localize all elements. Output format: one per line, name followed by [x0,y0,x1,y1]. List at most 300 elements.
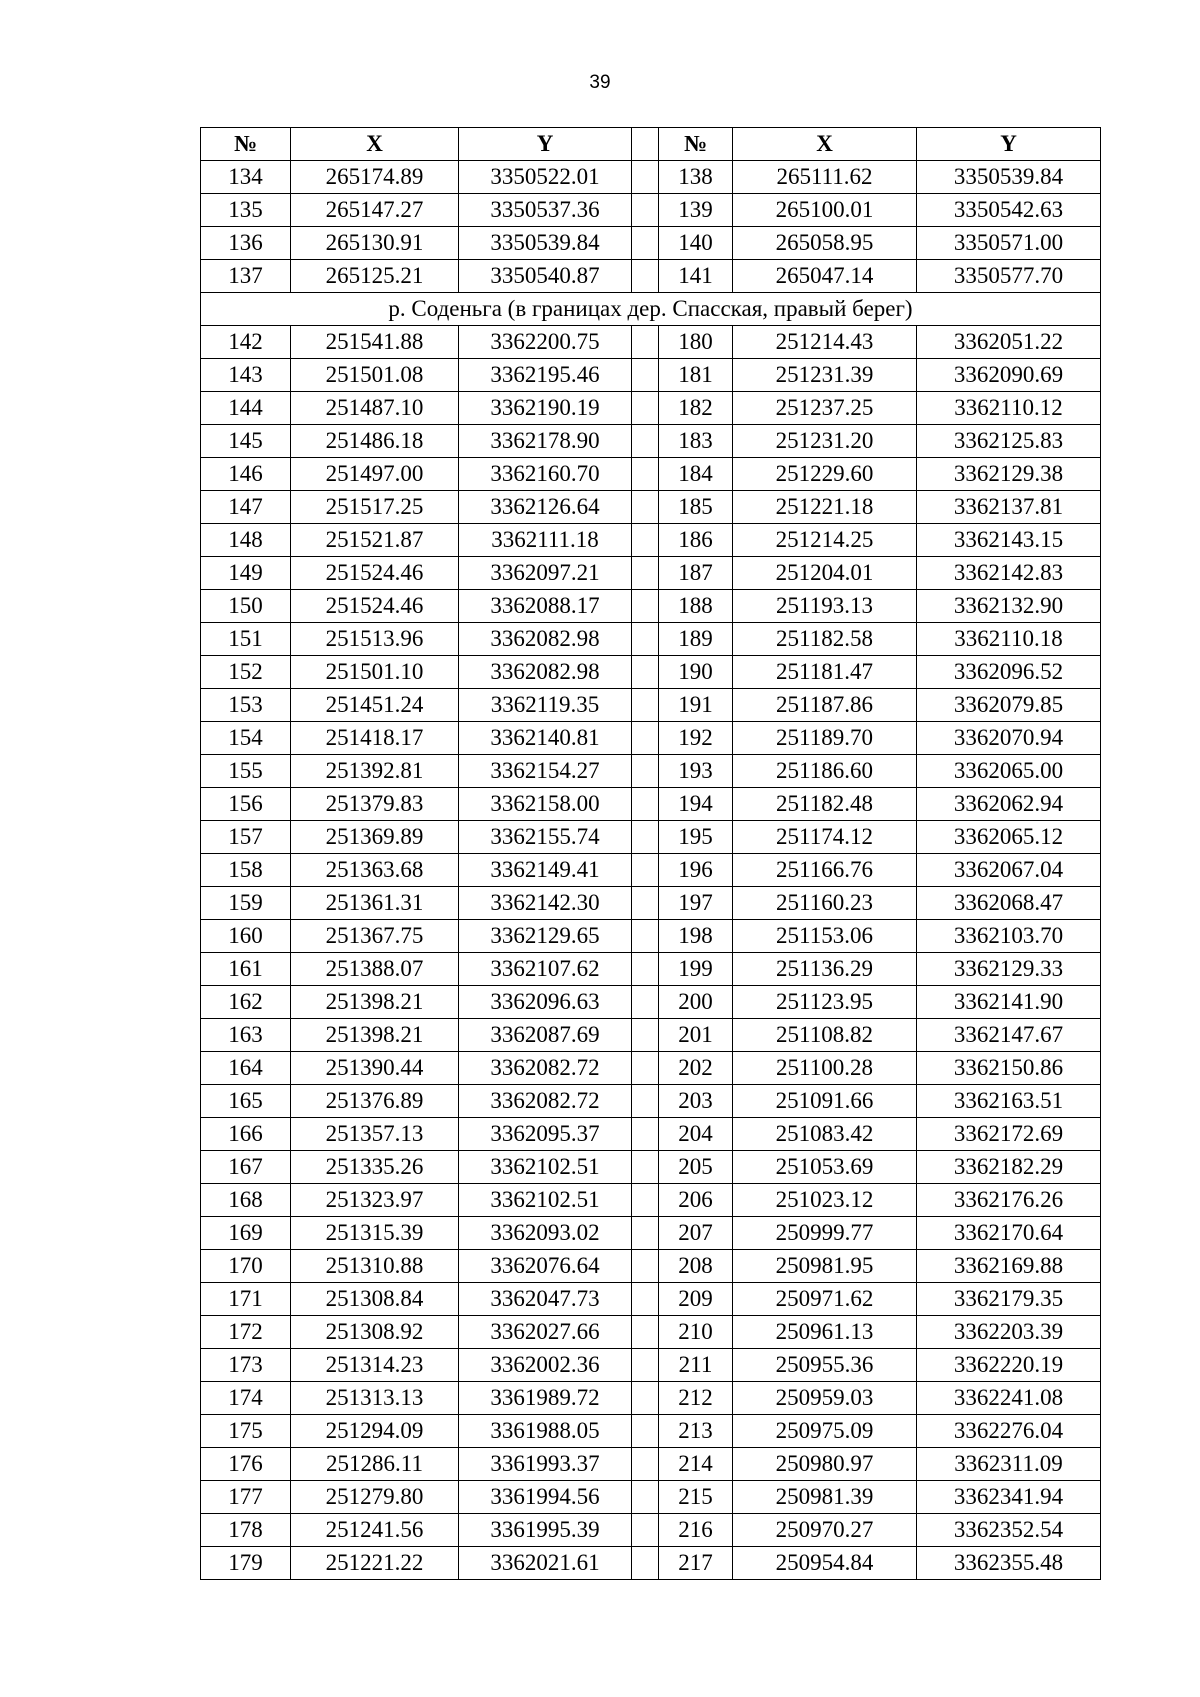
spacer-cell [632,722,659,755]
cell-number: 200 [659,986,733,1019]
spacer-cell [632,755,659,788]
table-row [201,1382,1101,1415]
cell-x: 265174.89 [291,161,459,194]
cell-number: 208 [659,1250,733,1283]
cell-y: 3362163.51 [917,1085,1101,1118]
spacer-cell [632,953,659,986]
spacer-cell [632,1250,659,1283]
cell-y: 3362129.38 [917,458,1101,491]
cell-number: 147 [201,491,291,524]
cell-x: 251501.10 [291,656,459,689]
cell-y: 3362125.83 [917,425,1101,458]
cell-number: 154 [201,722,291,755]
cell-y: 3362065.12 [917,821,1101,854]
cell-x: 251136.29 [733,953,917,986]
cell-number: 173 [201,1349,291,1382]
spacer-cell [632,689,659,722]
cell-y: 3362102.51 [459,1151,632,1184]
cell-y: 3362126.64 [459,491,632,524]
table-row [201,227,1101,260]
cell-x: 251390.44 [291,1052,459,1085]
cell-y: 3362068.47 [917,887,1101,920]
spacer-cell [632,1217,659,1250]
cell-y: 3362082.72 [459,1085,632,1118]
cell-y: 3350577.70 [917,260,1101,293]
cell-y: 3362082.98 [459,656,632,689]
cell-y: 3362179.35 [917,1283,1101,1316]
cell-x: 251323.97 [291,1184,459,1217]
cell-number: 217 [659,1547,733,1580]
table-row [201,557,1101,590]
table-row [201,326,1101,359]
cell-y: 3362070.94 [917,722,1101,755]
cell-number: 198 [659,920,733,953]
cell-number: 210 [659,1316,733,1349]
cell-x: 251294.09 [291,1415,459,1448]
table-row [201,1349,1101,1382]
table-row [201,1019,1101,1052]
spacer-cell [632,1316,659,1349]
cell-x: 250970.27 [733,1514,917,1547]
cell-x: 251237.25 [733,392,917,425]
cell-number: 195 [659,821,733,854]
cell-y: 3350539.84 [917,161,1101,194]
cell-number: 182 [659,392,733,425]
cell-number: 194 [659,788,733,821]
cell-y: 3362142.83 [917,557,1101,590]
cell-number: 138 [659,161,733,194]
cell-x: 251286.11 [291,1448,459,1481]
cell-y: 3362178.90 [459,425,632,458]
cell-number: 171 [201,1283,291,1316]
cell-x: 265047.14 [733,260,917,293]
table-row [201,755,1101,788]
cell-y: 3362169.88 [917,1250,1101,1283]
table-row [201,887,1101,920]
cell-number: 191 [659,689,733,722]
cell-y: 3362170.64 [917,1217,1101,1250]
cell-number: 201 [659,1019,733,1052]
cell-x: 251231.39 [733,359,917,392]
cell-x: 251398.21 [291,986,459,1019]
cell-y: 3362341.94 [917,1481,1101,1514]
cell-number: 145 [201,425,291,458]
cell-y: 3362110.18 [917,623,1101,656]
cell-number: 176 [201,1448,291,1481]
cell-y: 3362093.02 [459,1217,632,1250]
cell-number: 205 [659,1151,733,1184]
cell-y: 3362149.41 [459,854,632,887]
table-row [201,1448,1101,1481]
cell-y: 3350542.63 [917,194,1101,227]
cell-x: 251367.75 [291,920,459,953]
cell-x: 265125.21 [291,260,459,293]
spacer-cell [632,458,659,491]
cell-y: 3362067.04 [917,854,1101,887]
cell-x: 251418.17 [291,722,459,755]
cell-number: 153 [201,689,291,722]
cell-number: 215 [659,1481,733,1514]
cell-number: 207 [659,1217,733,1250]
cell-number: 203 [659,1085,733,1118]
table-row [201,689,1101,722]
cell-number: 181 [659,359,733,392]
cell-x: 251174.12 [733,821,917,854]
cell-x: 250961.13 [733,1316,917,1349]
cell-number: 193 [659,755,733,788]
cell-number: 134 [201,161,291,194]
cell-x: 251308.92 [291,1316,459,1349]
cell-y: 3362200.75 [459,326,632,359]
cell-number: 160 [201,920,291,953]
spacer-cell [632,128,659,161]
cell-number: 187 [659,557,733,590]
cell-y: 3362137.81 [917,491,1101,524]
spacer-cell [632,1415,659,1448]
cell-y: 3362154.27 [459,755,632,788]
cell-x: 265100.01 [733,194,917,227]
cell-y: 3362021.61 [459,1547,632,1580]
spacer-cell [632,161,659,194]
cell-x: 251100.28 [733,1052,917,1085]
cell-x: 251053.69 [733,1151,917,1184]
cell-x: 251398.21 [291,1019,459,1052]
cell-x: 265130.91 [291,227,459,260]
cell-y: 3362076.64 [459,1250,632,1283]
cell-number: 142 [201,326,291,359]
cell-x: 251186.60 [733,755,917,788]
cell-y: 3362027.66 [459,1316,632,1349]
cell-y: 3362141.90 [917,986,1101,1019]
cell-x: 251193.13 [733,590,917,623]
table-row [201,458,1101,491]
cell-number: 146 [201,458,291,491]
table-row [201,953,1101,986]
table-row [201,161,1101,194]
cell-x: 265147.27 [291,194,459,227]
cell-x: 251214.43 [733,326,917,359]
spacer-cell [632,623,659,656]
table-row [201,1415,1101,1448]
spacer-cell [632,227,659,260]
cell-y: 3362172.69 [917,1118,1101,1151]
cell-y: 3362195.46 [459,359,632,392]
coordinates-table [200,127,1101,1580]
cell-number: 177 [201,1481,291,1514]
table-row [201,1250,1101,1283]
cell-x: 251541.88 [291,326,459,359]
cell-x: 251308.84 [291,1283,459,1316]
table-row [201,722,1101,755]
cell-x: 251189.70 [733,722,917,755]
cell-x: 250971.62 [733,1283,917,1316]
cell-x: 250980.97 [733,1448,917,1481]
cell-x: 265111.62 [733,161,917,194]
cell-y: 3362203.39 [917,1316,1101,1349]
spacer-cell [632,260,659,293]
cell-y: 3362088.17 [459,590,632,623]
table-row [201,821,1101,854]
cell-x: 251310.88 [291,1250,459,1283]
spacer-cell [632,1151,659,1184]
cell-x: 251363.68 [291,854,459,887]
cell-x: 251181.47 [733,656,917,689]
table-row [201,194,1101,227]
cell-y: 3362051.22 [917,326,1101,359]
spacer-cell [632,821,659,854]
table-row [201,1217,1101,1250]
table-row [201,392,1101,425]
cell-y: 3362110.12 [917,392,1101,425]
cell-x: 251187.86 [733,689,917,722]
cell-number: 135 [201,194,291,227]
table-row [201,1316,1101,1349]
spacer-cell [632,1283,659,1316]
cell-x: 251083.42 [733,1118,917,1151]
header-x: X [733,128,917,161]
spacer-cell [632,656,659,689]
section-body [201,293,1101,326]
cell-y: 3362107.62 [459,953,632,986]
cell-y: 3361993.37 [459,1448,632,1481]
spacer-cell [632,788,659,821]
cell-x: 251517.25 [291,491,459,524]
cell-y: 3362276.04 [917,1415,1101,1448]
cell-number: 170 [201,1250,291,1283]
cell-number: 180 [659,326,733,359]
cell-number: 149 [201,557,291,590]
cell-y: 3362352.54 [917,1514,1101,1547]
spacer-cell [632,326,659,359]
cell-number: 188 [659,590,733,623]
spacer-cell [632,1349,659,1382]
header-x: X [291,128,459,161]
section-title: р. Соденьга (в границах дер. Спасская, правый берег) [201,293,1101,326]
cell-x: 251524.46 [291,557,459,590]
cell-number: 144 [201,392,291,425]
cell-x: 251379.83 [291,788,459,821]
table-row [201,920,1101,953]
cell-x: 251182.58 [733,623,917,656]
page-number: 39 [589,72,611,93]
table-body-main [201,326,1101,1580]
cell-x: 265058.95 [733,227,917,260]
cell-number: 136 [201,227,291,260]
cell-number: 141 [659,260,733,293]
cell-number: 137 [201,260,291,293]
table-row [201,425,1101,458]
cell-number: 159 [201,887,291,920]
cell-y: 3362158.00 [459,788,632,821]
cell-y: 3362090.69 [917,359,1101,392]
cell-x: 251166.76 [733,854,917,887]
cell-y: 3362132.90 [917,590,1101,623]
cell-number: 178 [201,1514,291,1547]
cell-x: 251214.25 [733,524,917,557]
header-y: Y [459,128,632,161]
cell-x: 251357.13 [291,1118,459,1151]
spacer-cell [632,1118,659,1151]
cell-x: 251392.81 [291,755,459,788]
cell-x: 251315.39 [291,1217,459,1250]
cell-x: 251313.13 [291,1382,459,1415]
spacer-cell [632,392,659,425]
cell-x: 251108.82 [733,1019,917,1052]
spacer-cell [632,1382,659,1415]
table-row [201,986,1101,1019]
cell-x: 251182.48 [733,788,917,821]
table-row [201,491,1101,524]
cell-y: 3350537.36 [459,194,632,227]
cell-number: 196 [659,854,733,887]
cell-y: 3361988.05 [459,1415,632,1448]
cell-y: 3350540.87 [459,260,632,293]
cell-number: 163 [201,1019,291,1052]
cell-x: 251221.22 [291,1547,459,1580]
cell-y: 3362311.09 [917,1448,1101,1481]
table-row [201,1547,1101,1580]
cell-y: 3362097.21 [459,557,632,590]
cell-x: 251123.95 [733,986,917,1019]
table-body-top [201,161,1101,293]
cell-y: 3362142.30 [459,887,632,920]
header-number: № [659,128,733,161]
cell-number: 150 [201,590,291,623]
cell-y: 3362140.81 [459,722,632,755]
cell-y: 3362190.19 [459,392,632,425]
cell-number: 161 [201,953,291,986]
cell-x: 251388.07 [291,953,459,986]
cell-y: 3362176.26 [917,1184,1101,1217]
cell-y: 3362182.29 [917,1151,1101,1184]
cell-y: 3362143.15 [917,524,1101,557]
cell-x: 250981.39 [733,1481,917,1514]
cell-number: 151 [201,623,291,656]
cell-number: 162 [201,986,291,1019]
cell-x: 250999.77 [733,1217,917,1250]
table-row [201,590,1101,623]
section-title-row [201,293,1101,326]
cell-y: 3362079.85 [917,689,1101,722]
cell-number: 148 [201,524,291,557]
cell-y: 3362355.48 [917,1547,1101,1580]
spacer-cell [632,1184,659,1217]
cell-number: 197 [659,887,733,920]
cell-y: 3350539.84 [459,227,632,260]
cell-y: 3362160.70 [459,458,632,491]
cell-y: 3362103.70 [917,920,1101,953]
cell-number: 214 [659,1448,733,1481]
spacer-cell [632,986,659,1019]
cell-number: 155 [201,755,291,788]
cell-y: 3362095.37 [459,1118,632,1151]
cell-y: 3362129.65 [459,920,632,953]
cell-number: 164 [201,1052,291,1085]
cell-x: 251513.96 [291,623,459,656]
table-row [201,1052,1101,1085]
cell-y: 3362087.69 [459,1019,632,1052]
spacer-cell [632,524,659,557]
cell-number: 166 [201,1118,291,1151]
table-row [201,1481,1101,1514]
cell-x: 251361.31 [291,887,459,920]
cell-x: 251231.20 [733,425,917,458]
cell-y: 3362065.00 [917,755,1101,788]
cell-y: 3362119.35 [459,689,632,722]
table-row [201,623,1101,656]
cell-number: 199 [659,953,733,986]
cell-x: 251487.10 [291,392,459,425]
table-row [201,524,1101,557]
spacer-cell [632,1514,659,1547]
cell-number: 169 [201,1217,291,1250]
spacer-cell [632,359,659,392]
cell-y: 3362241.08 [917,1382,1101,1415]
cell-x: 251221.18 [733,491,917,524]
cell-x: 251501.08 [291,359,459,392]
table-row [201,359,1101,392]
header-y: Y [917,128,1101,161]
cell-y: 3361995.39 [459,1514,632,1547]
cell-number: 165 [201,1085,291,1118]
spacer-cell [632,1448,659,1481]
cell-y: 3362147.67 [917,1019,1101,1052]
cell-number: 204 [659,1118,733,1151]
cell-x: 251497.00 [291,458,459,491]
cell-x: 250955.36 [733,1349,917,1382]
spacer-cell [632,1085,659,1118]
cell-number: 206 [659,1184,733,1217]
cell-x: 251023.12 [733,1184,917,1217]
cell-y: 3362150.86 [917,1052,1101,1085]
spacer-cell [632,491,659,524]
cell-y: 3361989.72 [459,1382,632,1415]
header-number: № [201,128,291,161]
cell-number: 213 [659,1415,733,1448]
cell-number: 139 [659,194,733,227]
header-row [201,128,1101,161]
cell-number: 152 [201,656,291,689]
cell-y: 3350522.01 [459,161,632,194]
cell-y: 3362002.36 [459,1349,632,1382]
table-row [201,1118,1101,1151]
cell-x: 251241.56 [291,1514,459,1547]
cell-y: 3350571.00 [917,227,1101,260]
table-row [201,1283,1101,1316]
cell-number: 209 [659,1283,733,1316]
cell-x: 251451.24 [291,689,459,722]
spacer-cell [632,194,659,227]
table-row [201,1514,1101,1547]
cell-x: 251524.46 [291,590,459,623]
cell-number: 216 [659,1514,733,1547]
cell-number: 186 [659,524,733,557]
cell-x: 251486.18 [291,425,459,458]
spacer-cell [632,1547,659,1580]
cell-x: 251153.06 [733,920,917,953]
spacer-cell [632,557,659,590]
cell-x: 251091.66 [733,1085,917,1118]
cell-number: 211 [659,1349,733,1382]
spacer-cell [632,425,659,458]
cell-x: 251204.01 [733,557,917,590]
cell-x: 250981.95 [733,1250,917,1283]
cell-number: 185 [659,491,733,524]
table-row [201,1085,1101,1118]
spacer-cell [632,854,659,887]
cell-number: 157 [201,821,291,854]
cell-number: 156 [201,788,291,821]
